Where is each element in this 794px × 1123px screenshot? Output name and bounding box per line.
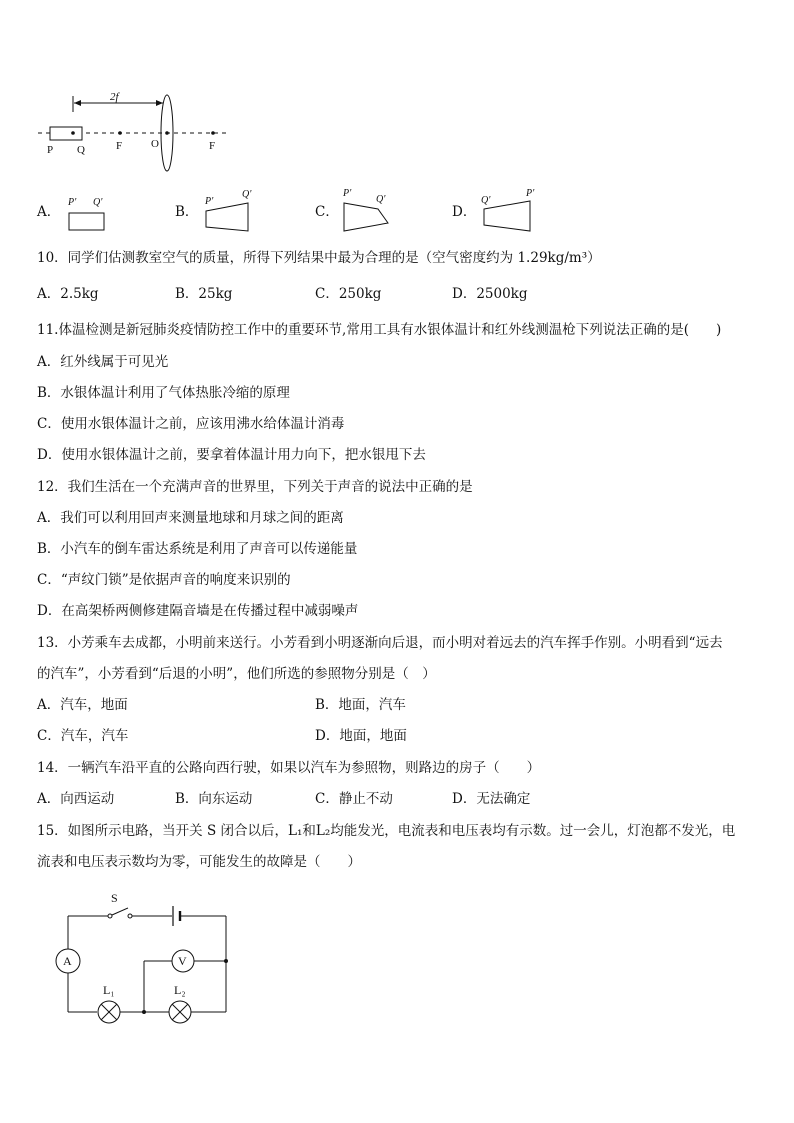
label-O: O — [151, 138, 159, 150]
svg-text:Q': Q' — [242, 189, 252, 200]
q9-option-d-letter: D． — [452, 204, 477, 220]
q13-stem-line1: 13．小芳乘车去成都，小明前来送行。小芳看到小明逐渐向后退，而小明对着远去的汽车挥手作别。小明看到“远去 — [37, 635, 723, 651]
q10-option-b: B．25kg — [175, 286, 233, 302]
q13-option-b: B．地面，汽车 — [315, 697, 406, 713]
q12-option-d: D．在高架桥两侧修建隔音墙是在传播过程中减弱噪声 — [37, 603, 359, 619]
q11-option-b: B．水银体温计利用了气体热胀冷缩的原理 — [37, 385, 290, 401]
label-F-right: F — [209, 140, 216, 152]
q15-stem-line1: 15．如图所示电路，当开关 S 闭合以后，L₁和L₂均能发光，电流表和电压表均有示数。过一会儿，灯泡都不发光，电 — [37, 823, 736, 839]
q10-option-d: D．2500kg — [452, 286, 528, 302]
q12-option-a: A．我们可以利用回声来测量地球和月球之间的距离 — [37, 510, 344, 526]
q12-option-b: B．小汽车的倒车雷达系统是利用了声音可以传递能量 — [37, 541, 358, 557]
label-F-left: F — [116, 140, 123, 152]
switch-contact-left — [108, 914, 112, 918]
q10-option-a: A．2.5kg — [37, 286, 99, 302]
q10-option-c: C．250kg — [315, 286, 382, 302]
q12-option-c: C．“声纹门锁”是依据声音的响度来识别的 — [37, 572, 291, 588]
switch-blade — [112, 908, 128, 915]
q14-stem: 14．一辆汽车沿平直的公路向西行驶，如果以汽车为参照物，则路边的房子（ ） — [37, 760, 541, 776]
svg-text:Q': Q' — [481, 195, 491, 206]
q13-option-a: A．汽车，地面 — [37, 697, 128, 713]
svg-text:Q': Q' — [376, 194, 386, 205]
q9-option-b-letter: B． — [175, 204, 199, 220]
voltmeter-label: V — [178, 954, 187, 968]
label-P: P — [47, 144, 54, 156]
svg-text:P': P' — [526, 188, 535, 199]
lens-diagram — [30, 88, 290, 183]
circuit-diagram — [50, 888, 250, 1028]
q13-option-c: C．汽车，汽车 — [37, 728, 129, 744]
q11-stem: 11.体温检测是新冠肺炎疫情防控工作中的重要环节,常用工具有水银体温计和红外线测温枪下列说法正确的是( ) — [37, 322, 722, 338]
q9-option-d-image — [478, 185, 548, 235]
q9-option-c-letter: C． — [315, 204, 339, 220]
switch-label: S — [111, 891, 118, 905]
q9-option-b-image — [200, 185, 270, 235]
svg-text:Q': Q' — [93, 197, 103, 208]
q10-stem: 10．同学们估测教室空气的质量，所得下列结果中最为合理的是（空气密度约为 1.29kg/m³） — [37, 250, 601, 266]
q11-option-d: D．使用水银体温计之前，要拿着体温计用力向下，把水银甩下去 — [37, 447, 426, 463]
ammeter-label: A — [63, 954, 72, 968]
q9-option-a-letter: A． — [37, 204, 61, 220]
lamp2-label: L₂ — [174, 983, 186, 997]
q14-option-b: B．向东运动 — [175, 791, 253, 807]
q11-option-a: A．红外线属于可见光 — [37, 354, 169, 370]
label-2f: 2f — [110, 91, 119, 103]
q14-option-a: A．向西运动 — [37, 791, 115, 807]
svg-text:P': P' — [343, 188, 352, 199]
q9-option-c-image — [340, 185, 410, 235]
object-box — [50, 127, 82, 140]
svg-text:P': P' — [68, 197, 77, 208]
q14-option-c: C．静止不动 — [315, 791, 393, 807]
label-Q: Q — [77, 144, 85, 156]
lamp-1 — [98, 1001, 120, 1023]
lamp1-label: L₁ — [103, 983, 115, 997]
q12-stem: 12．我们生活在一个充满声音的世界里，下列关于声音的说法中正确的是 — [37, 479, 473, 495]
q14-option-d: D．无法确定 — [452, 791, 531, 807]
q13-option-d: D．地面，地面 — [315, 728, 407, 744]
q13-stem-line2: 的汽车”，小芳看到“后退的小明”，他们所选的参照物分别是（ ） — [37, 666, 436, 682]
q15-stem-line2: 流表和电压表示数均为零，可能发生的故障是（ ） — [37, 854, 361, 870]
lamp-2 — [169, 1001, 191, 1023]
q9-option-a-image — [63, 193, 123, 233]
q11-option-c: C．使用水银体温计之前，应该用沸水给体温计消毒 — [37, 416, 345, 432]
svg-text:P': P' — [205, 196, 214, 207]
